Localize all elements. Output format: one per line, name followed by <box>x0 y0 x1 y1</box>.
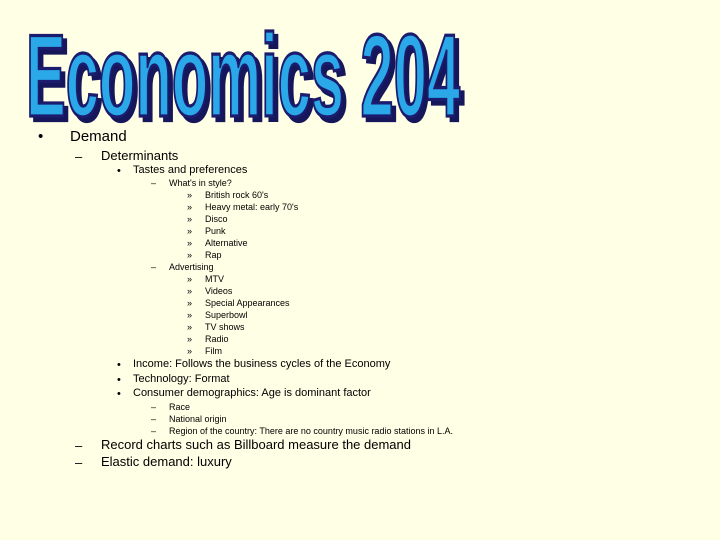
chevron-marker: » <box>187 214 193 224</box>
item-consumer-demographics: Consumer demographics: Age is dominant factor <box>133 387 371 399</box>
list-item: National origin <box>169 414 227 424</box>
chevron-marker: » <box>187 226 193 236</box>
item-technology: Technology: Format <box>133 373 230 385</box>
dash-marker: – <box>75 438 83 453</box>
item-income: Income: Follows the business cycles of the Economy <box>133 358 391 370</box>
list-item: MTV <box>205 274 224 284</box>
chevron-marker: » <box>187 250 193 260</box>
chevron-marker: » <box>187 322 193 332</box>
dash-marker: – <box>75 149 83 164</box>
title-wordart <box>22 8 468 132</box>
list-item: Rap <box>205 250 222 260</box>
chevron-marker: » <box>187 310 193 320</box>
list-item: Heavy metal: early 70's <box>205 202 299 212</box>
item-whats-in-style: What's in style? <box>169 178 232 188</box>
list-item: TV shows <box>205 322 245 332</box>
bullet-marker: • <box>38 128 44 145</box>
list-item: Film <box>205 346 222 356</box>
chevron-marker: » <box>187 202 193 212</box>
dash-marker: – <box>151 402 157 412</box>
dash-marker: – <box>151 262 157 272</box>
chevron-marker: » <box>187 238 193 248</box>
list-item: British rock 60's <box>205 190 269 200</box>
bullet-marker: • <box>117 165 121 177</box>
chevron-marker: » <box>187 298 193 308</box>
item-elastic-demand: Elastic demand: luxury <box>101 454 232 469</box>
list-item: Alternative <box>205 238 248 248</box>
bullet-marker: • <box>117 388 121 400</box>
bullet-marker: • <box>117 374 121 386</box>
item-determinants: Determinants <box>101 148 179 163</box>
item-advertising: Advertising <box>169 262 214 272</box>
dash-marker: – <box>151 178 157 188</box>
chevron-marker: » <box>187 286 193 296</box>
chevron-marker: » <box>187 274 193 284</box>
dash-marker: – <box>75 455 83 470</box>
chevron-marker: » <box>187 346 193 356</box>
item-demand: Demand <box>70 128 127 145</box>
list-item: Videos <box>205 286 233 296</box>
item-record-charts: Record charts such as Billboard measure the demand <box>101 437 411 452</box>
list-item: Radio <box>205 334 229 344</box>
list-item: Race <box>169 402 191 412</box>
chevron-marker: » <box>187 334 193 344</box>
bullet-marker: • <box>117 359 121 371</box>
dash-marker: – <box>151 426 157 436</box>
item-tastes: Tastes and preferences <box>133 164 248 176</box>
list-item: Special Appearances <box>205 298 290 308</box>
list-item: Punk <box>205 226 226 236</box>
list-item: Superbowl <box>205 310 248 320</box>
list-item: Disco <box>205 214 228 224</box>
list-item: Region of the country: There are no country music radio stations in L.A. <box>169 426 453 436</box>
page-title: Economics 204 <box>26 10 461 132</box>
dash-marker: – <box>151 414 157 424</box>
chevron-marker: » <box>187 190 193 200</box>
